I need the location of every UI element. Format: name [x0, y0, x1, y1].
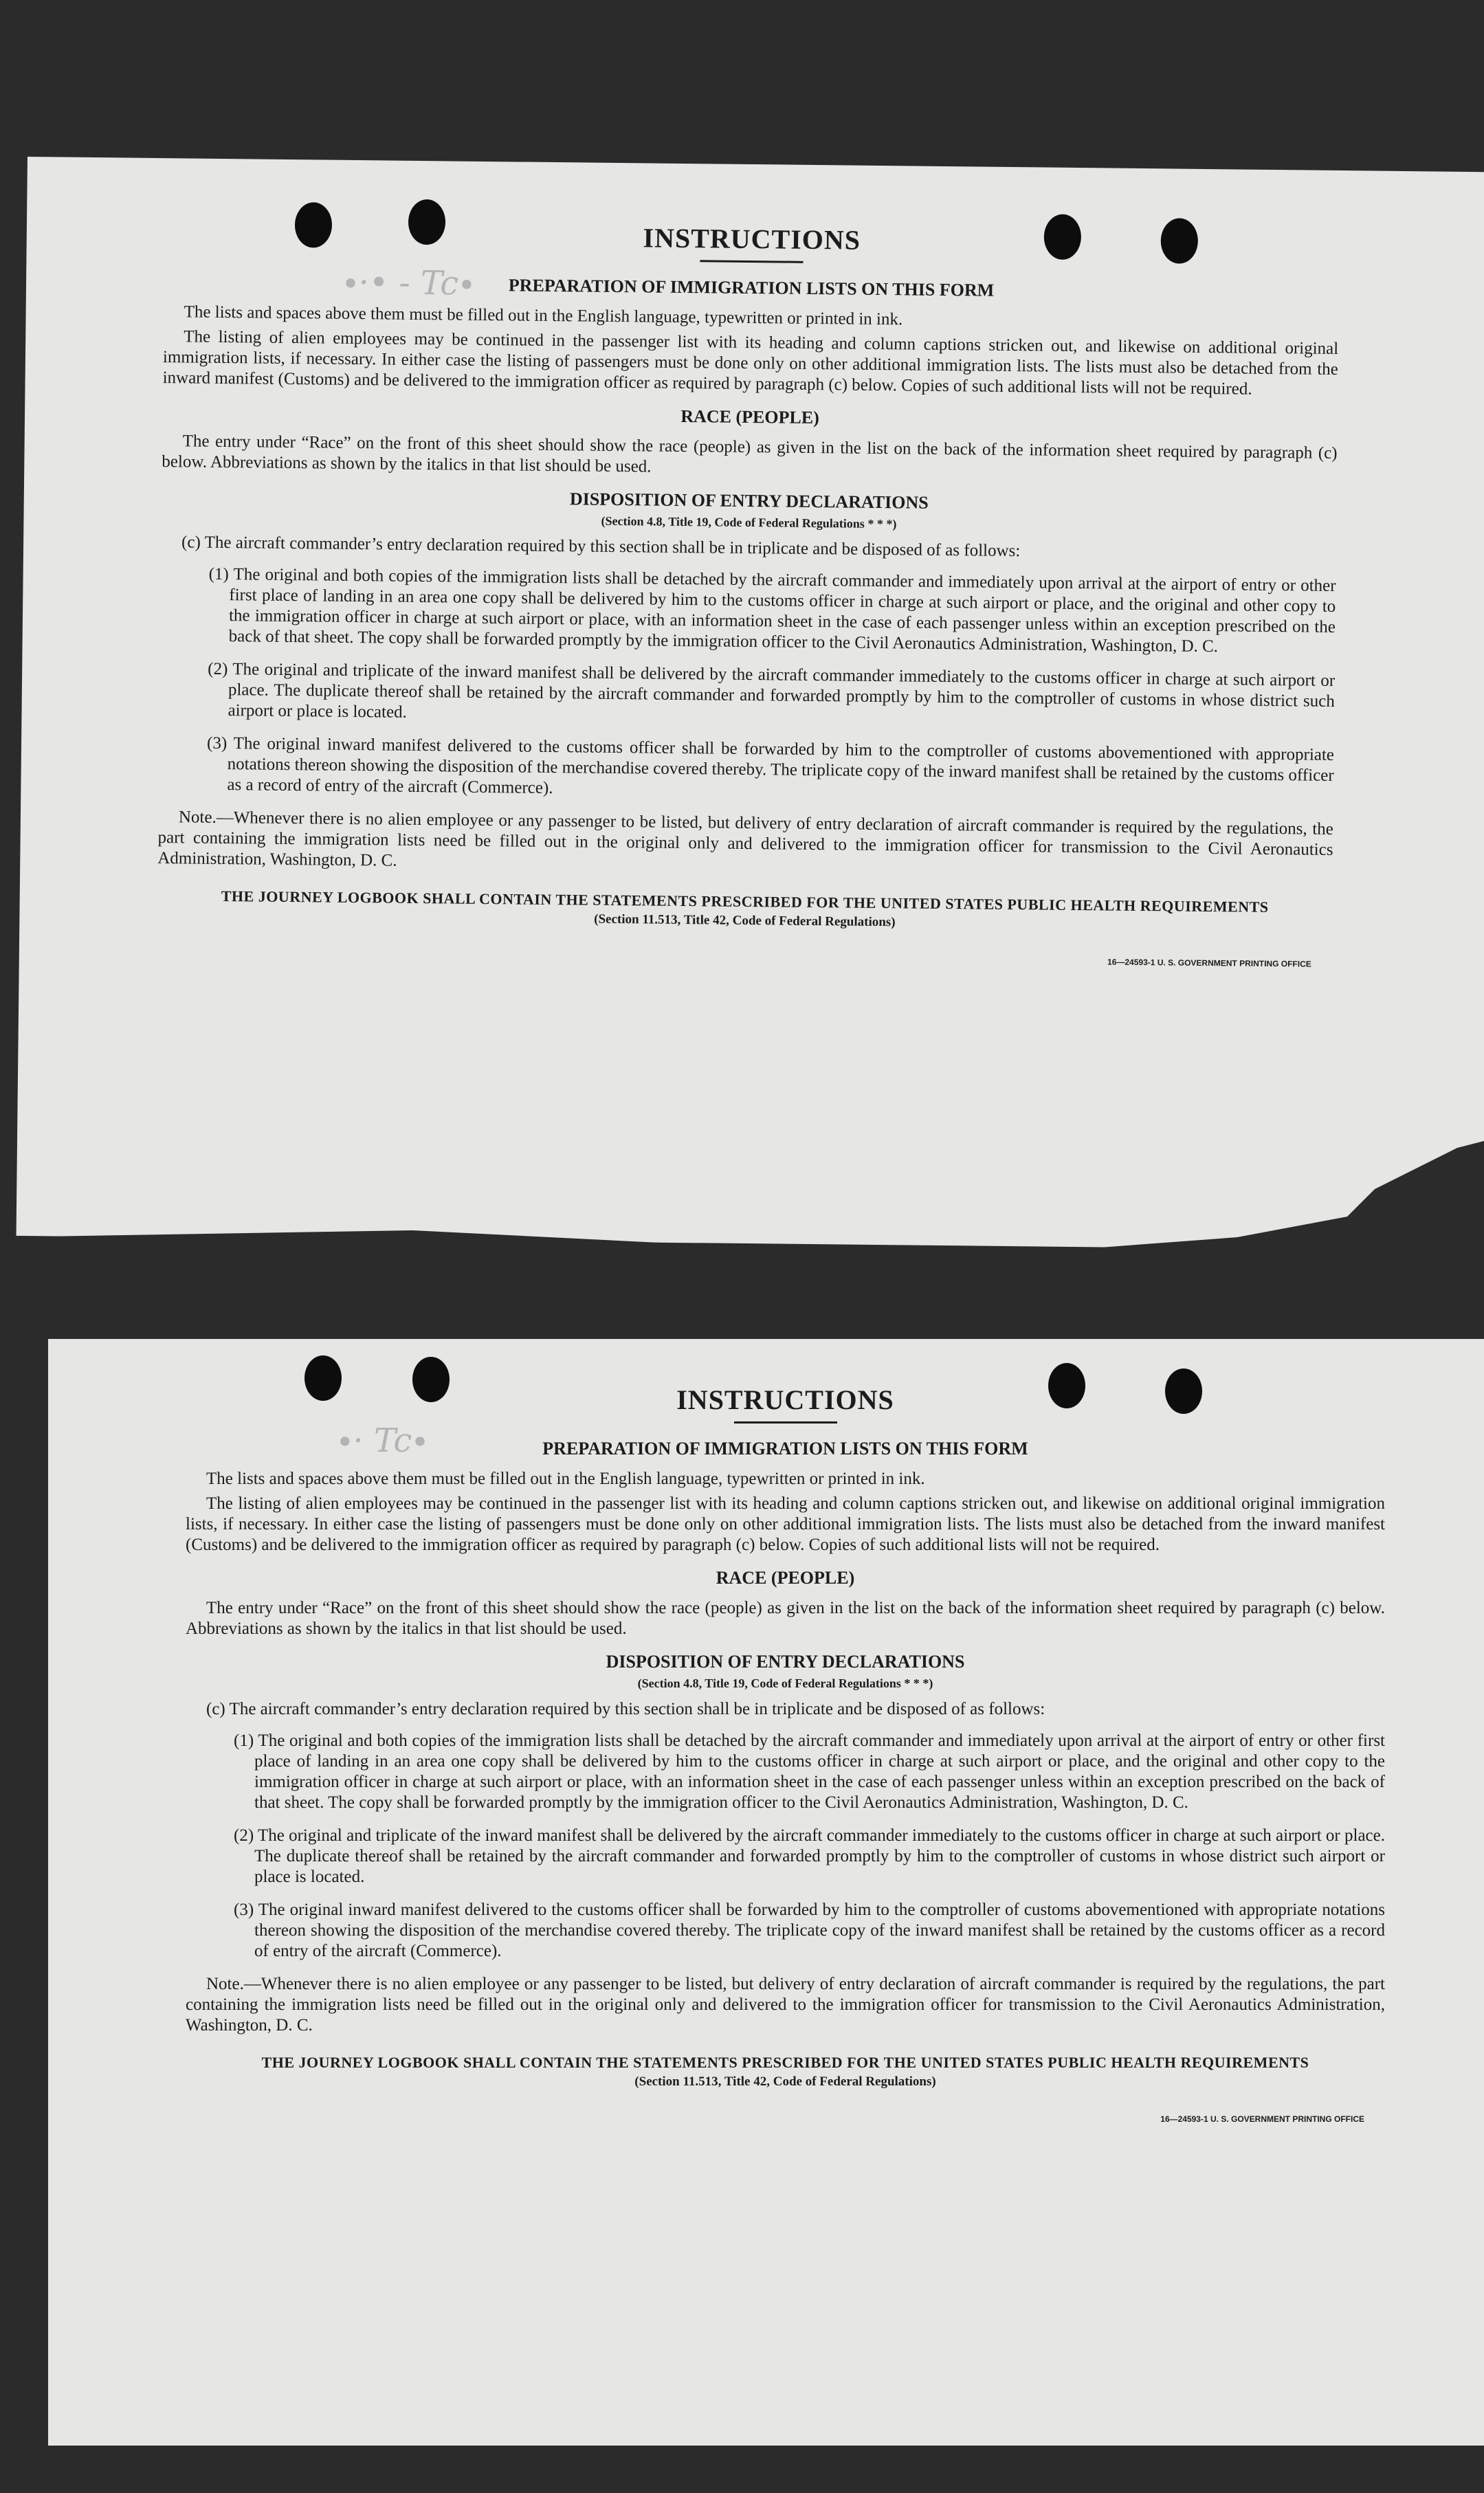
section-heading-disposition: DISPOSITION OF ENTRY DECLARATIONS: [569, 489, 929, 513]
printer-imprint: 16—24593-1 U. S. GOVERNMENT PRINTING OFFICE: [1160, 2114, 1364, 2124]
section-heading-race: RACE (PEOPLE): [716, 1568, 855, 1588]
list-item: (3) The original inward manifest delivered to the customs officer shall be forwarded by him to the comptroller of customs abovementioned with appropriate notations thereon showing the disposition of the merchandise covered thereby. The triplicate copy of the inward manifest shall be retained by the customs officer as a record of entry of the aircraft (Commerce).: [206, 733, 1335, 798]
document-sheet-top: [16, 157, 1484, 1252]
logbook-citation: (Section 11.513, Title 42, Code of Federal Regulations): [594, 911, 896, 930]
paragraph: The listing of alien employees may be continued in the passenger list with its heading and column captions stricken out, and likewise on additional original immigration lists, if necessary. In either case the listing of passengers must be done only on other additional immigration lists. The lists must also be detached from the inward manifest (Customs) and be delivered to the immigration officer as required by paragraph (c) below. Copies of such additional lists will not be required.: [186, 1494, 1385, 1554]
logbook-citation: (Section 11.513, Title 42, Code of Federal Regulations): [634, 2074, 936, 2089]
paragraph: The listing of alien employees may be continued in the passenger list with its heading and column captions stricken out, and likewise on additional original immigration lists, if necessary. In either case the listing of passengers must be done only on other additional immigration lists. The lists must also be detached from the inward manifest (Customs) and be delivered to the immigration officer as required by paragraph (c) below. Copies of such additional lists will not be required.: [162, 327, 1339, 399]
list-item: (2) The original and triplicate of the inward manifest shall be delivered by the aircraft commander immediately to the customs officer in charge at such airport or place. The duplicate thereof shall be retained by the aircraft commander and forwarded promptly by him to the comptroller of customs in whose district such airport or place is located.: [208, 659, 1336, 722]
section-citation: (Section 4.8, Title 19, Code of Federal Regulations * * *): [637, 1676, 933, 1690]
list-item: (1) The original and both copies of the immigration lists shall be detached by the aircraft commander and immediately upon arrival at the airport of entry or other first place of landing in an area one copy shall be delivered by him to the customs officer in charge at such airport or place, and the original and other copy to the immigration officer in charge at such airport or place, with an information sheet in the case of each passenger unless within an exception prescribed on the back of that sheet. The copy shall be forwarded promptly by the immigration officer to the Civil Aeronautics Administration, Washington, D. C.: [234, 1731, 1385, 1812]
title-rule: [700, 260, 803, 263]
paragraph: The lists and spaces above them must be filled out in the English language, typewritten or printed in ink.: [184, 302, 903, 329]
list-item: (3) The original inward manifest delivered to the customs officer shall be forwarded by him to the comptroller of customs abovementioned with appropriate notations thereon showing the disposition of the merchandise covered thereby. The triplicate copy of the inward manifest shall be retained by the customs officer as a record of entry of the aircraft (Commerce).: [234, 1901, 1385, 1960]
torn-edge: [0, 1127, 1484, 1292]
instructions-text: [186, 1384, 1385, 2124]
page-title: INSTRUCTIONS: [643, 222, 861, 256]
paragraph: The entry under “Race” on the front of this sheet should show the race (people) as given in the list on the back of the information sheet required by paragraph (c) below. Abbreviations as shown by the italics in that list should be used.: [162, 432, 1338, 476]
note-paragraph: Note.—Whenever there is no alien employee or any passenger to be listed, but delivery of entry declaration of aircraft commander is required by the regulations, the part containing the immigration lists need be filled out in the original only and delivered to the immigration officer for transmission to the Civil Aeronautics Administration, Washington, D. C.: [157, 808, 1333, 870]
paragraph-c: (c) The aircraft commander’s entry declaration required by this section shall be in triplicate and be disposed of as follows:: [181, 533, 1021, 561]
printer-imprint: 16—24593-1 U. S. GOVERNMENT PRINTING OFFICE: [1107, 957, 1311, 969]
section-heading-disposition: DISPOSITION OF ENTRY DECLARATIONS: [606, 1652, 965, 1672]
document-sheet-bottom: [48, 1339, 1484, 2446]
logbook-statement: THE JOURNEY LOGBOOK SHALL CONTAIN THE STATEMENTS PRESCRIBED FOR THE UNITED STATES PUBLIC HEALTH REQUIREMENTS: [221, 887, 1269, 916]
pencil-annotation: ∙·• - Tc∙: [342, 263, 475, 303]
list-item: (1) The original and both copies of the immigration lists shall be detached by the aircraft commander and immediately upon arrival at the airport of entry or other first place of landing in an area one copy shall be delivered by him to the customs officer in charge at such airport or place, and the original and other copy to the immigration officer in charge at such airport or place, with an information sheet in the case of each passenger unless within an exception prescribed on the back of that sheet. The copy shall be forwarded promptly by the immigration officer to the Civil Aeronautics Administration, Washington, D. C.: [208, 564, 1336, 656]
section-heading-preparation: PREPARATION OF IMMIGRATION LISTS ON THIS FORM: [508, 275, 995, 300]
logbook-statement: THE JOURNEY LOGBOOK SHALL CONTAIN THE STATEMENTS PRESCRIBED FOR THE UNITED STATES PUBLIC HEALTH REQUIREMENTS: [261, 2054, 1309, 2071]
paragraph: The lists and spaces above them must be filled out in the English language, typewritten or printed in ink.: [206, 1470, 925, 1488]
section-heading-race: RACE (PEOPLE): [680, 406, 819, 428]
paragraph: The entry under “Race” on the front of this sheet should show the race (people) as given in the list on the back of the information sheet required by paragraph (c) below. Abbreviations as shown by the italics in that list should be used.: [186, 1599, 1385, 1638]
paragraph-c: (c) The aircraft commander’s entry declaration required by this section shall be in triplicate and be disposed of as follows:: [206, 1700, 1045, 1718]
section-heading-preparation: PREPARATION OF IMMIGRATION LISTS ON THIS FORM: [542, 1439, 1028, 1459]
note-paragraph: Note.—Whenever there is no alien employee or any passenger to be listed, but delivery of entry declaration of aircraft commander is required by the regulations, the part containing the immigration lists need be filled out in the original only and delivered to the immigration officer for transmission to the Civil Aeronautics Administration, Washington, D. C.: [186, 1975, 1385, 2035]
list-item: (2) The original and triplicate of the inward manifest shall be delivered by the aircraft commander immediately to the customs officer in charge at such airport or place. The duplicate thereof shall be retained by the aircraft commander and forwarded promptly by him to the comptroller of customs in whose district such airport or place is located.: [234, 1826, 1385, 1886]
instructions-text: [157, 217, 1340, 969]
page-title: INSTRUCTIONS: [676, 1384, 894, 1415]
title-rule: [734, 1421, 837, 1423]
pencil-annotation: ∙· Tc∙: [337, 1421, 428, 1460]
section-citation: (Section 4.8, Title 19, Code of Federal Regulations * * *): [601, 513, 897, 531]
